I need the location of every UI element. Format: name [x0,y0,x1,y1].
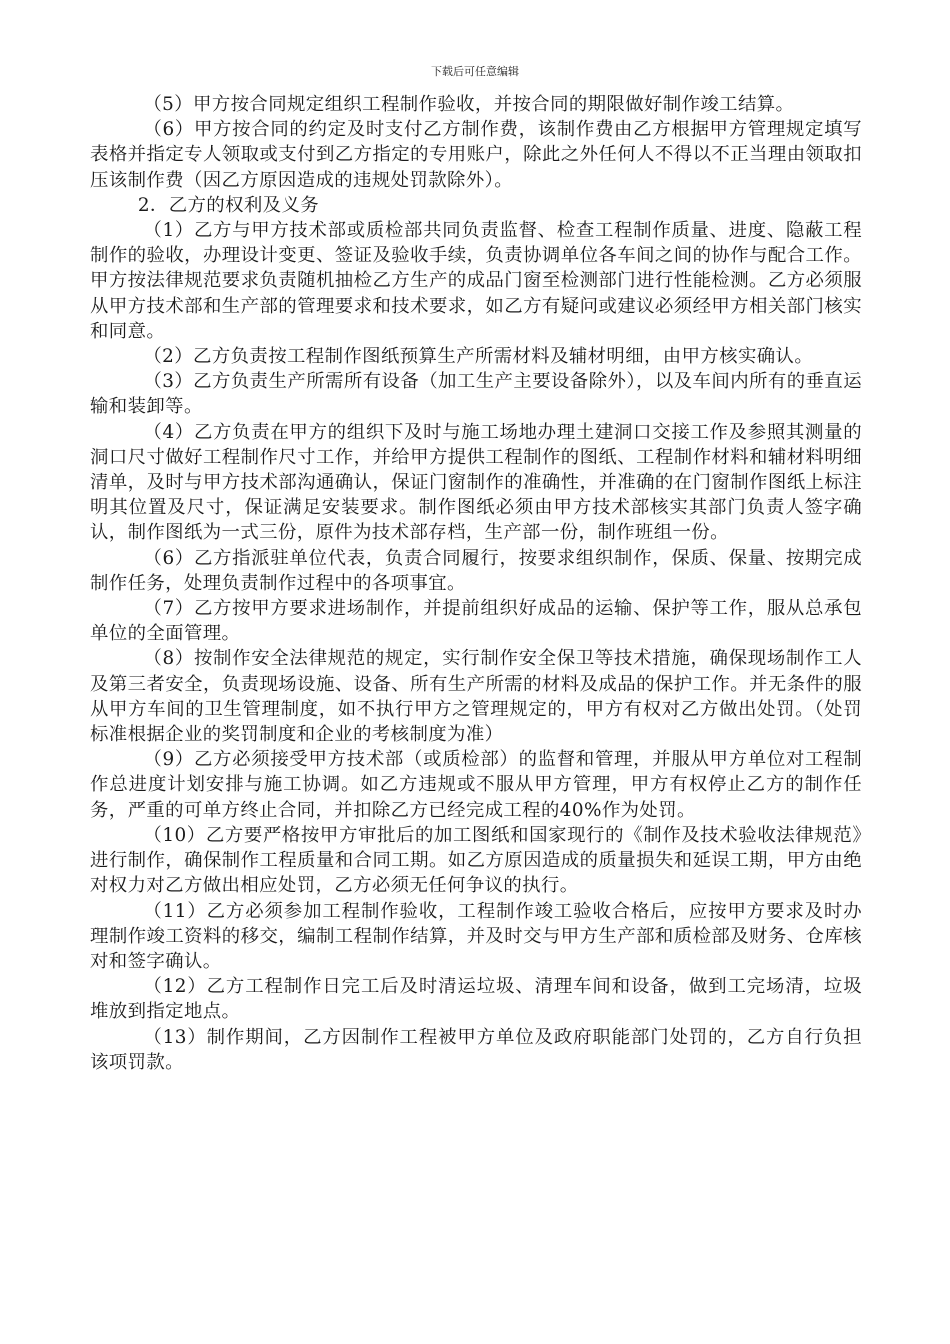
paragraph-party-b-8: （8）按制作安全法律规范的规定，实行制作安全保卫等技术措施，确保现场制作工人及第三者安全，负责现场设施、设备、所有生产所需的材料及成品的保护工作。并无条件的服从甲方车间的卫生管理制度，如不执行甲方之管理规定的，甲方有权对乙方做出处罚。（处罚标准根据企业的奖罚制度和企业的考核制度为准） [90,648,862,746]
paragraph-party-a-5: （5）甲方按合同规定组织工程制作验收，并按合同的期限做好制作竣工结算。 [143,94,795,115]
section-heading-party-b-rights: 2．乙方的权利及义务 [137,194,320,216]
paragraph-party-b-11: （11）乙方必须参加工程制作验收，工程制作竣工验收合格后，应按甲方要求及时办理制作竣工资料的移交，编制工程制作结算，并及时交与甲方生产部和质检部及财务、仓库核对和签字确认。 [90,900,862,972]
paragraph-party-b-12: （12）乙方工程制作日完工后及时清运垃圾、清理车间和设备，做到工完场清，垃圾堆放到指定地点。 [90,976,862,1023]
paragraph-party-a-6: （6）甲方按合同的约定及时支付乙方制作费，该制作费由乙方根据甲方管理规定填写表格并指定专人领取或支付到乙方指定的专用账户，除此之外任何人不得以不正当理由领取扣压该制作费（因乙方原因造成的违规处罚款除外）。 [90,119,862,191]
paragraph-party-b-9: （9）乙方必须接受甲方技术部（或质检部）的监督和管理，并服从甲方单位对工程制作总进度计划安排与施工协调。如乙方违规或不服从甲方管理，甲方有权停止乙方的制作任务，严重的可单方终止合同，并扣除乙方已经完成工程的40%作为处罚。 [90,749,862,821]
paragraph-party-b-3: （3）乙方负责生产所需所有设备（加工生产主要设备除外），以及车间内所有的垂直运输和装卸等。 [90,371,862,418]
paragraph-party-b-2: （2）乙方负责按工程制作图纸预算生产所需材料及辅材明细，由甲方核实确认。 [143,346,814,368]
paragraph-party-b-6: （6）乙方指派驻单位代表，负责合同履行，按要求组织制作，保质、保量、按期完成制作任务，处理负责制作过程中的各项事宜。 [90,547,862,594]
paragraph-party-b-4: （4）乙方负责在甲方的组织下及时与施工场地办理土建洞口交接工作及参照其测量的洞口尺寸做好工程制作尺寸工作，并给甲方提供工程制作的图纸、工程制作材料和辅材料明细清单，及时与甲方技术部沟通确认，保证门窗制作的准确性，并准确的在门窗制作图纸上标注明其位置及尺寸，保证满足安装要求。制作图纸必须由甲方技术部核实其部门负责人签字确认，制作图纸为一式三份，原件为技术部存档，生产部一份，制作班组一份。 [90,421,862,544]
paragraph-party-b-10: （10）乙方要严格按甲方审批后的加工图纸和国家现行的《制作及技术验收法律规范》进行制作，确保制作工程质量和合同工期。如乙方原因造成的质量损失和延误工期，甲方由绝对权力对乙方做出相应处罚，乙方必须无任何争议的执行。 [90,824,862,897]
paragraph-party-b-13: （13）制作期间，乙方因制作工程被甲方单位及政府职能部门处罚的，乙方自行负担该项罚款。 [90,1026,862,1073]
page-header-note: 下载后可任意编辑 [431,65,519,78]
paragraph-party-b-7: （7）乙方按甲方要求进场制作，并提前组织好成品的运输、保护等工作，服从总承包单位的全面管理。 [90,598,862,645]
document-body [90,92,862,1075]
paragraph-party-b-1: （1）乙方与甲方技术部或质检部共同负责监督、检查工程制作质量、进度、隐蔽工程制作的验收，办理设计变更、签证及验收手续，负责协调单位各车间之间的协作与配合工作。甲方按法律规范要求负责随机抽检乙方生产的成品门窗至检测部门进行性能检测。乙方必须服从甲方技术部和生产部的管理要求和技术要求，如乙方有疑问或建议必须经甲方相关部门核实和同意。 [90,220,862,342]
